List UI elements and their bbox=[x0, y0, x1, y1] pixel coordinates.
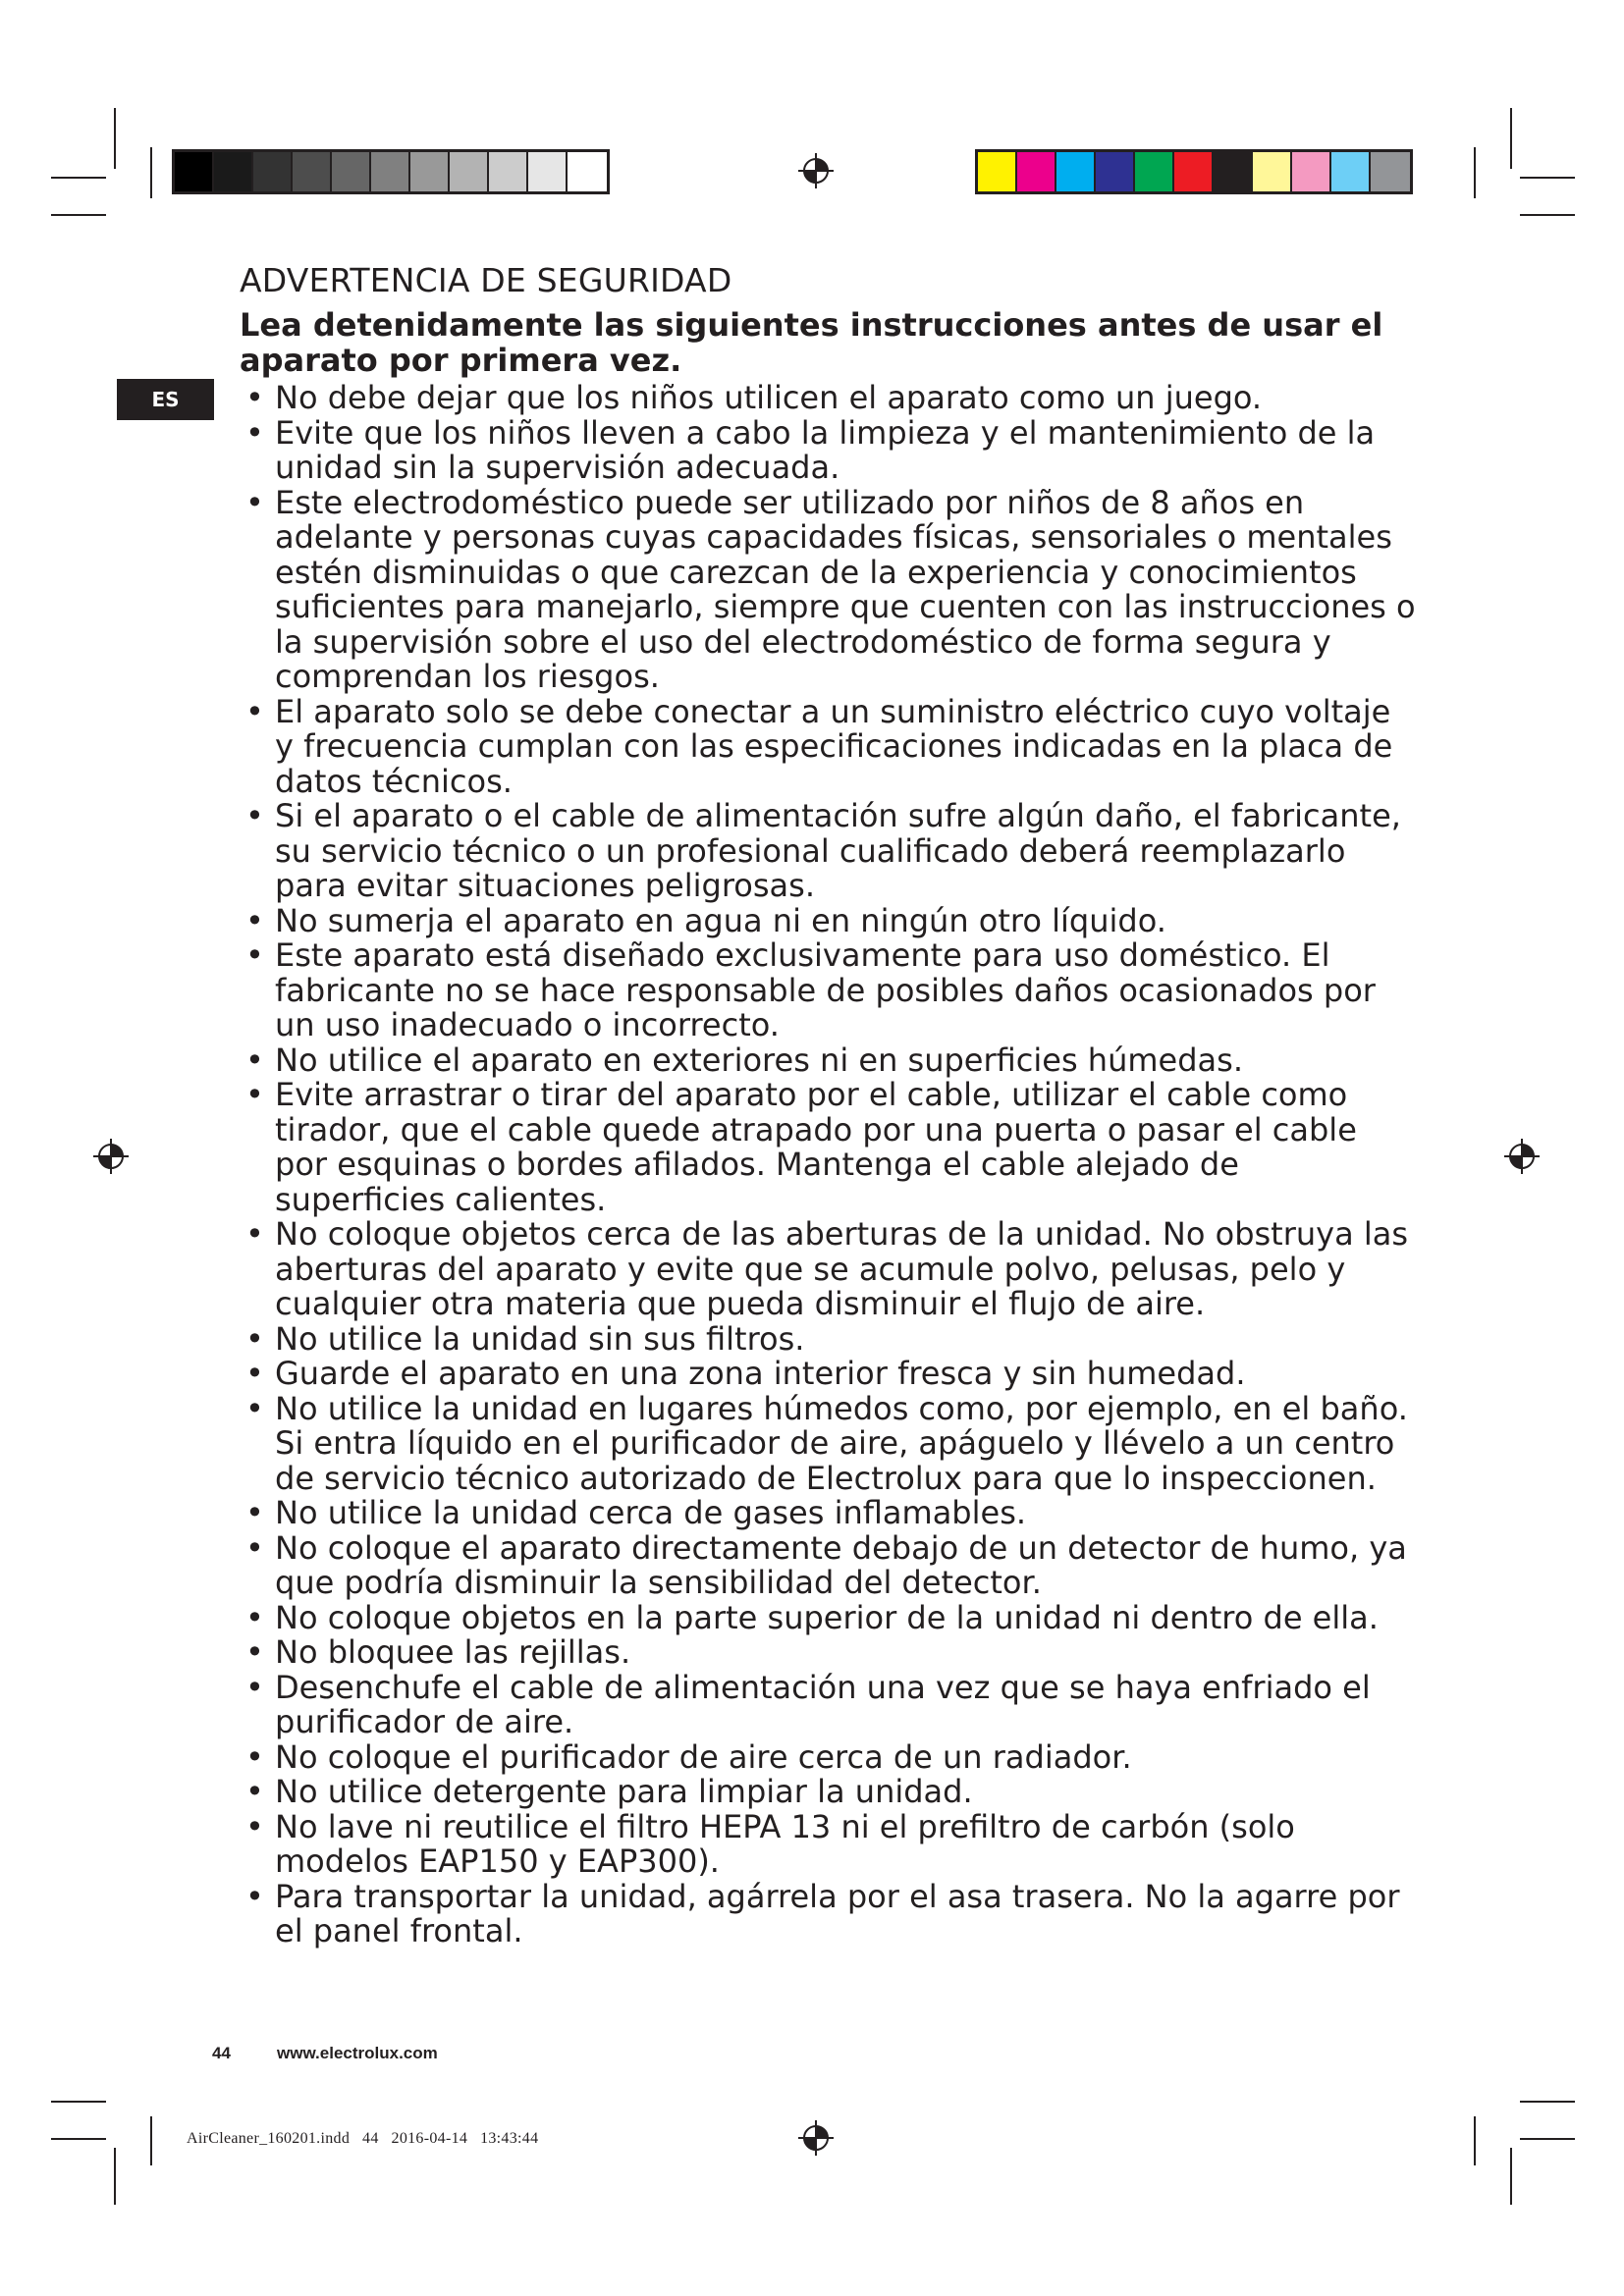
print-slug: AirCleaner_160201.indd 44 2016-04-14 13:43:44 bbox=[187, 2130, 539, 2147]
color-swatch bbox=[1056, 152, 1096, 191]
grayscale-swatch bbox=[214, 152, 253, 191]
grayscale-swatch bbox=[175, 152, 214, 191]
warning-item: • No bloquee las rejillas. bbox=[240, 1635, 1418, 1671]
language-tab: ES bbox=[117, 379, 214, 420]
intro-text: Lea detenidamente las siguientes instrucciones antes de usar el aparato por primera vez. bbox=[240, 306, 1383, 379]
grayscale-swatch bbox=[371, 152, 410, 191]
grayscale-swatch bbox=[410, 152, 450, 191]
grayscale-swatch bbox=[332, 152, 371, 191]
warning-item: • No utilice el aparato en exteriores ni en superficies húmedas. bbox=[240, 1043, 1418, 1079]
warning-item: • Para transportar la unidad, agárrela por el asa trasera. No la agarre por el panel frontal. bbox=[240, 1880, 1418, 1949]
grayscale-swatch bbox=[568, 152, 607, 191]
warning-item: • No coloque el aparato directamente debajo de un detector de humo, ya que podría disminuir la sensibilidad del detector. bbox=[240, 1531, 1418, 1601]
footer-url: www.electrolux.com bbox=[277, 2044, 438, 2062]
color-swatch bbox=[1253, 152, 1292, 191]
grayscale-swatch bbox=[450, 152, 489, 191]
warning-item: • Desenchufe el cable de alimentación una vez que se haya enfriado el purificador de aire. bbox=[240, 1671, 1418, 1740]
grayscale-swatch bbox=[253, 152, 293, 191]
section-title: ADVERTENCIA DE SEGURIDAD bbox=[240, 261, 732, 299]
warning-item: • No sumerja el aparato en agua ni en ningún otro líquido. bbox=[240, 904, 1418, 939]
color-swatch bbox=[1096, 152, 1135, 191]
color-swatch bbox=[1371, 152, 1410, 191]
warning-item: • Guarde el aparato en una zona interior fresca y sin humedad. bbox=[240, 1357, 1418, 1392]
safety-warnings-list bbox=[240, 381, 1418, 1949]
registration-mark-icon bbox=[798, 2120, 834, 2156]
color-swatch bbox=[1174, 152, 1214, 191]
warning-item: • No coloque el purificador de aire cerca de un radiador. bbox=[240, 1740, 1418, 1776]
warning-item: • No utilice detergente para limpiar la unidad. bbox=[240, 1775, 1418, 1810]
grayscale-bar bbox=[172, 149, 610, 194]
warning-item: • Si el aparato o el cable de alimentación sufre algún daño, el fabricante, su servicio técnico o un profesional cualificado deberá reemplazarlo para evitar situaciones peligrosas. bbox=[240, 799, 1418, 904]
registration-mark-icon bbox=[798, 153, 834, 188]
warning-item: • Evite que los niños lleven a cabo la limpieza y el mantenimiento de la unidad sin la supervisión adecuada. bbox=[240, 416, 1418, 486]
warning-item: • No coloque objetos cerca de las aberturas de la unidad. No obstruya las aberturas del aparato y evite que se acumule polvo, pelusas, pelo y cualquier otra materia que pueda disminuir el flujo de aire. bbox=[240, 1217, 1418, 1322]
registration-mark-icon bbox=[93, 1139, 129, 1174]
warning-item: • Evite arrastrar o tirar del aparato por el cable, utilizar el cable como tirador, que el cable quede atrapado por una puerta o pasar el cable por esquinas o bordes afilados. Mantenga el cable alejado de superficies calientes. bbox=[240, 1078, 1418, 1217]
warning-item: • Este electrodoméstico puede ser utilizado por niños de 8 años en adelante y personas cuyas capacidades físicas, sensoriales o mentales estén disminuidas o que carezcan de la experiencia y conocimientos suficientes para manejarlo, siempre que cuenten con las instrucciones o la supervisión sobre el uso del electrodoméstico de forma segura y comprendan los riesgos. bbox=[240, 486, 1418, 695]
page-number: 44 bbox=[212, 2044, 231, 2062]
warning-item: • Este aparato está diseñado exclusivamente para uso doméstico. El fabricante no se hace responsable de posibles daños ocasionados por un uso inadecuado o incorrecto. bbox=[240, 938, 1418, 1043]
color-swatch bbox=[1214, 152, 1253, 191]
grayscale-swatch bbox=[293, 152, 332, 191]
color-swatch bbox=[1017, 152, 1056, 191]
grayscale-swatch bbox=[528, 152, 568, 191]
warning-item: • No lave ni reutilice el filtro HEPA 13 ni el prefiltro de carbón (solo modelos EAP150 y EAP300). bbox=[240, 1810, 1418, 1880]
warning-item: • No utilice la unidad en lugares húmedos como, por ejemplo, en el baño. Si entra líquido en el purificador de aire, apáguelo y llévelo a un centro de servicio técnico autorizado de Electrolux para que lo inspeccionen. bbox=[240, 1392, 1418, 1497]
warning-item: • No utilice la unidad sin sus filtros. bbox=[240, 1322, 1418, 1358]
color-bar bbox=[975, 149, 1413, 194]
color-swatch bbox=[978, 152, 1017, 191]
warning-item: • No utilice la unidad cerca de gases inflamables. bbox=[240, 1496, 1418, 1531]
color-swatch bbox=[1135, 152, 1174, 191]
color-swatch bbox=[1292, 152, 1331, 191]
warning-item: • No coloque objetos en la parte superior de la unidad ni dentro de ella. bbox=[240, 1601, 1418, 1636]
warning-item: • No debe dejar que los niños utilicen el aparato como un juego. bbox=[240, 381, 1418, 416]
warning-item: • El aparato solo se debe conectar a un suministro eléctrico cuyo voltaje y frecuencia cumplan con las especificaciones indicadas en la placa de datos técnicos. bbox=[240, 695, 1418, 800]
registration-mark-icon bbox=[1504, 1139, 1540, 1174]
color-swatch bbox=[1331, 152, 1371, 191]
grayscale-swatch bbox=[489, 152, 528, 191]
